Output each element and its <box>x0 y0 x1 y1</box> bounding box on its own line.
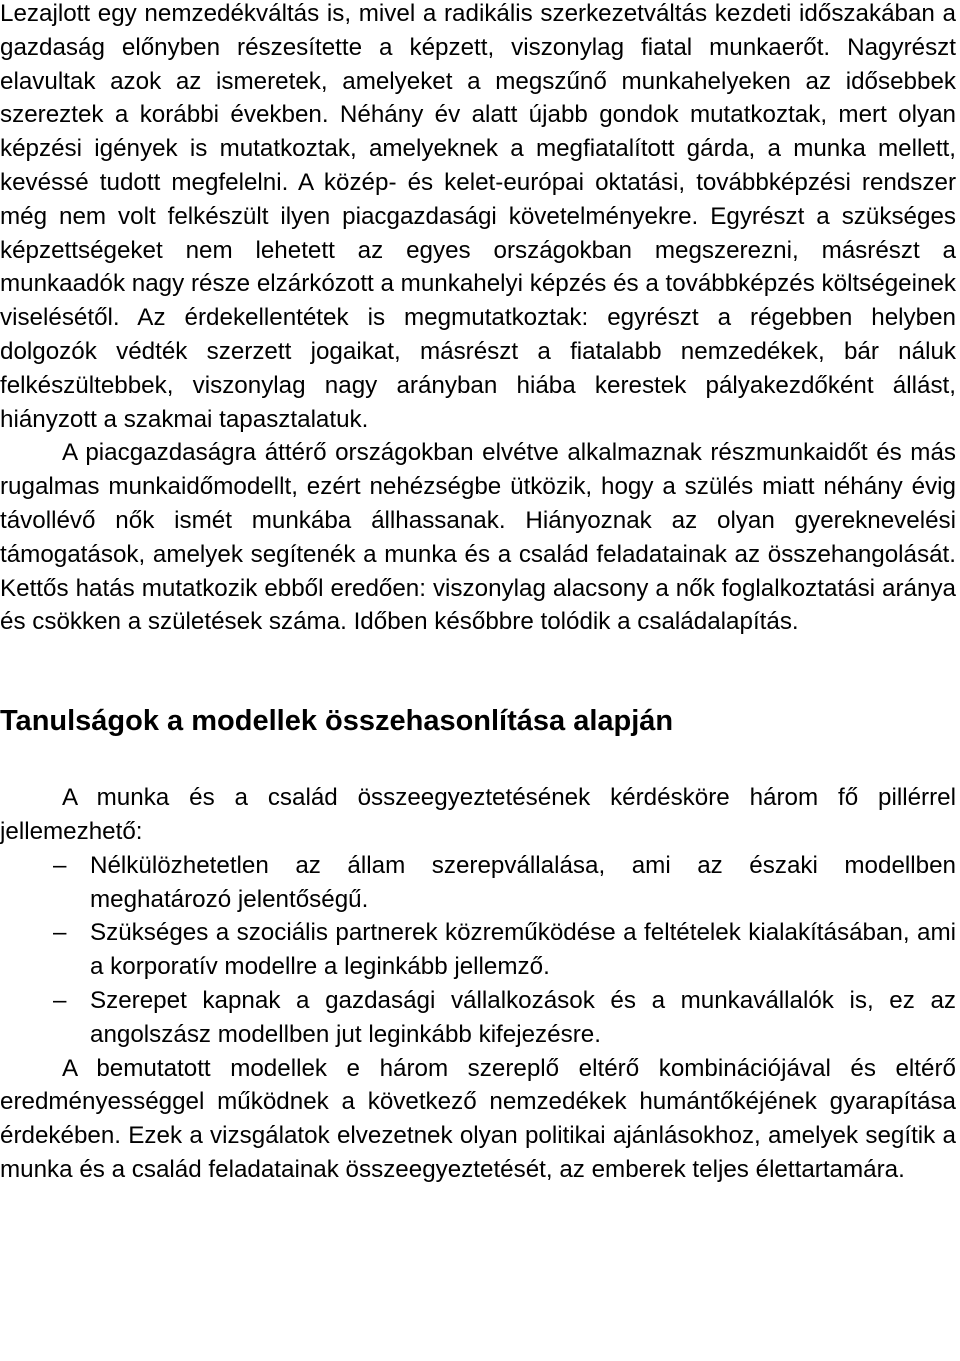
dash-bullet: – <box>53 986 67 1014</box>
list-item-text: Nélkülözhetetlen az állam szerepvállalása, ami az északi modellben meghatározó jelentőségű. <box>90 851 956 913</box>
list-item <box>0 916 956 984</box>
list-item-text: Szerepet kapnak a gazdasági vállalkozások és a munkavállalók is, ez az angolszász modellben jut leginkább kifejezésre. <box>90 986 956 1048</box>
body-paragraph-market-economy: A piacgazdaságra áttérő országokban elvétve alkalmaznak részmunkaidőt és más rugalmas munkaidőmodellt, ezért nehézségbe ütközik, hogy a szülés miatt néhány évig távollévő nők ismét munkába állhassanak. Hiányoznak az olyan gyereknevelési támogatások, amelyek segítenék a munka és a család feladatainak az összehangolását. Kettős hatás mutatkozik ebből eredően: viszonylag alacsony a nők foglalkoztatási aránya és csökken a születések száma. Időben későbbre tolódik a családalapítás. <box>0 439 956 636</box>
body-paragraph-conclusion: A bemutatott modellek e három szereplő eltérő kombinációjával és eltérő eredményességgel működnek a következő nemzedékek humántőkéjének gyarapítása érdekében. Ezek a vizsgálatok elvezetnek olyan politikai ajánlásokhoz, amelyek segítik a munka és a család feladatainak összeegyeztetését, az emberek teljes élettartamára. <box>0 1054 956 1183</box>
body-paragraph-three-pillars: A munka és a család összeegyeztetésének kérdésköre három fő pillérrel jellemezhető: <box>0 784 956 845</box>
list-item <box>0 984 956 1052</box>
pillar-list <box>0 849 956 1052</box>
dash-bullet: – <box>53 851 67 879</box>
list-item <box>0 849 956 917</box>
dash-bullet: – <box>53 919 67 947</box>
section-heading: Tanulságok a modellek összehasonlítása alapján <box>0 705 674 738</box>
list-item-text: Szükséges a szociális partnerek közreműködése a feltételek kialakításában, ami a korporatív modellre a leginkább jellemző. <box>90 919 956 981</box>
body-paragraph-generational-change: Lezajlott egy nemzedékváltás is, mivel a radikális szerkezetváltás kezdeti időszakában a gazdaság előnyben részesítette a képzett, viszonylag fiatal munkaerőt. Nagyrészt elavultak azok az ismeretek, amelyeket a megszűnő munkahelyeken az idősebbek szereztek a korábbi években. Néhány év alatt újabb gondok mutatkoztak, mert olyan képzési igények is mutatkoztak, amelyeknek a megfiatalított gárda, a munka mellett, kevéssé tudott megfelelni. A közép- és kelet-európai oktatási, továbbképzési rendszer még nem volt felkészült ilyen piacgazdasági követelményekre. Egyrészt a szükséges képzettségeket nem lehetett az egyes országokban megszerezni, másrészt a munkaadók nagy része elzárkózott a munkahelyi képzés és a továbbképzés költségeinek viselésétől. Az érdekellentétek is megmutatkoztak: egyrészt a régebben helyben dolgozók védték szerzett jogaikat, másrészt a fiatalabb nemzedékek, bár náluk felkészültebbek, viszonylag nagy arányban hiába kerestek pályakezdőként állást, hiányzott a szakmai tapasztalatuk. <box>0 0 956 433</box>
